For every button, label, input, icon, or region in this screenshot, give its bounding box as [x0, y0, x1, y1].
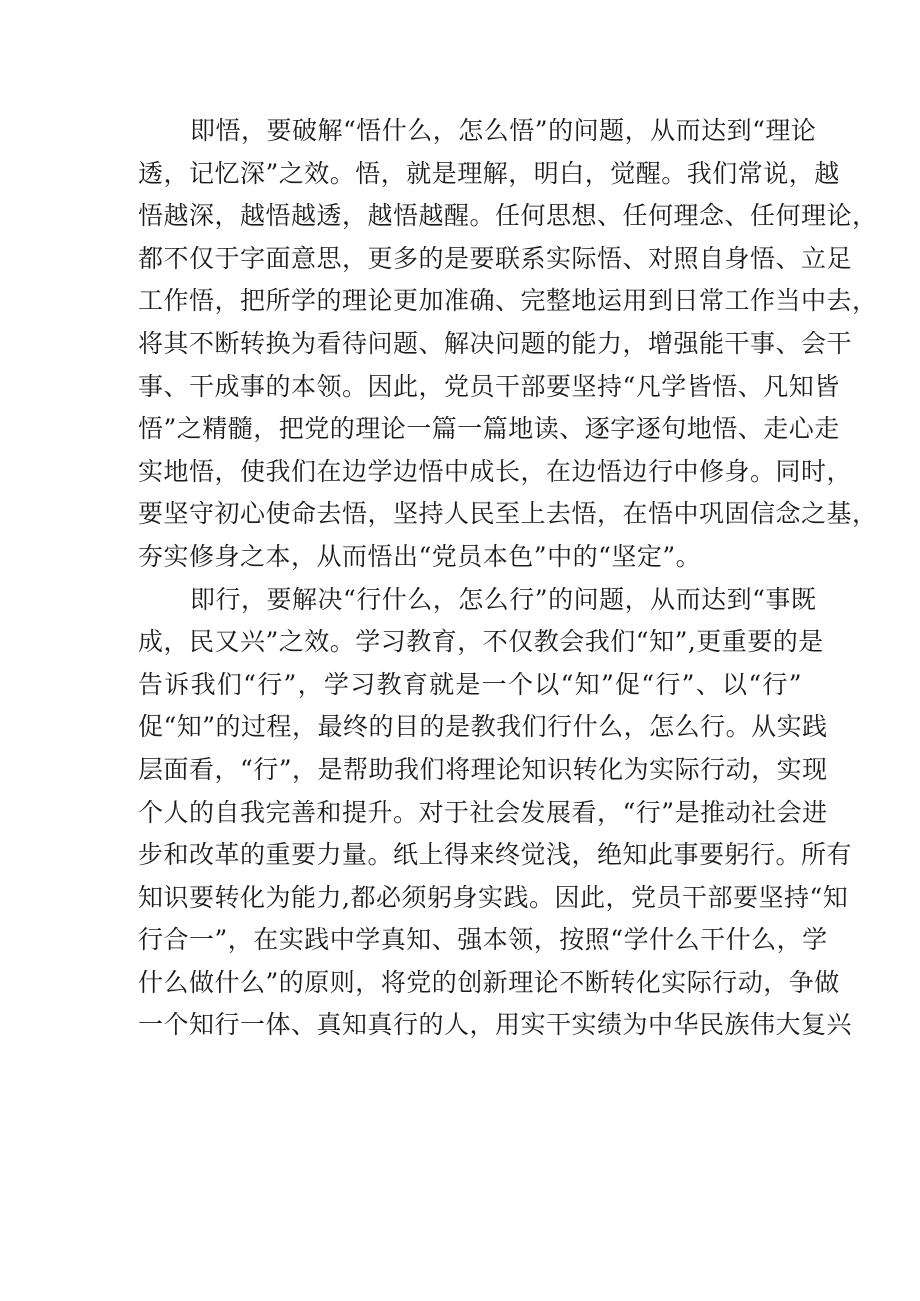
paragraph-line: 个人的自我完善和提升。对于社会发展看，“行”是推动社会进	[138, 797, 828, 827]
paragraph-line: 夯实修身之本，从而悟出“党员本色”中的“坚定”。	[138, 541, 702, 571]
body-text	[138, 110, 878, 1047]
paragraph-line: 告诉我们“行”，学习教育就是一个以“知”促“行”、以“行”	[138, 669, 802, 699]
paragraph-2	[138, 579, 853, 1048]
paragraph-line: 即悟，要破解“悟什么，怎么悟”的问题，从而达到“理论	[190, 116, 817, 145]
paragraph-line: 促“知”的过程，最终的目的是教我们行什么，怎么行。从实践	[138, 712, 828, 742]
paragraph-line: 实地悟，使我们在边学边悟中成长，在边悟边行中修身。同时，	[138, 456, 853, 486]
paragraph-line: 行合一”，在实践中学真知、强本领，按照“学什么干什么，学	[138, 925, 828, 955]
paragraph-line: 事、干成事的本领。因此，党员干部要坚持“凡学皆悟、凡知皆	[138, 371, 840, 401]
paragraph-line: 什么做什么”的原则，将党的创新理论不断转化实际行动，争做	[138, 967, 840, 997]
paragraph-line: 将其不断转换为看待问题、解决问题的能力，增强能干事、会干	[138, 328, 853, 358]
paragraph-line: 都不仅于字面意思，更多的是要联系实际悟、对照自身悟、立足	[138, 243, 853, 273]
paragraph-line: 步和改革的重要力量。纸上得来终觉浅，绝知此事要躬行。所有	[138, 840, 853, 870]
paragraph-line: 悟”之精髓，把党的理论一篇一篇地读、逐字逐句地悟、走心走	[138, 414, 840, 444]
paragraph-line: 透，记忆深”之效。悟，就是理解，明白，觉醒。我们常说，越	[138, 158, 840, 188]
paragraph-line: 层面看，“行”，是帮助我们将理论知识转化为实际行动，实现	[138, 754, 828, 784]
paragraph-line: 要坚守初心使命去悟，坚持人民至上去悟，在悟中巩固信念之基，	[138, 499, 878, 529]
paragraph-line: 知识要转化为能力,都必须躬身实践。因此，党员干部要坚持“知	[138, 882, 849, 912]
paragraph-line: 悟越深，越悟越透，越悟越醒。任何思想、任何理念、任何理论，	[138, 201, 878, 231]
paragraph-line: 即行，要解决“行什么，怎么行”的问题，从而达到“事既	[190, 584, 817, 614]
paragraph-line: 工作悟，把所学的理论更加准确、完整地运用到日常工作当中去，	[138, 286, 878, 316]
paragraph-line: 成，民又兴”之效。学习教育，不仅教会我们“知”,更重要的是	[138, 627, 824, 657]
paragraph-line: 一个知行一体、真知真行的人，用实干实绩为中华民族伟大复兴	[138, 1010, 853, 1040]
paragraph-1	[138, 110, 878, 579]
